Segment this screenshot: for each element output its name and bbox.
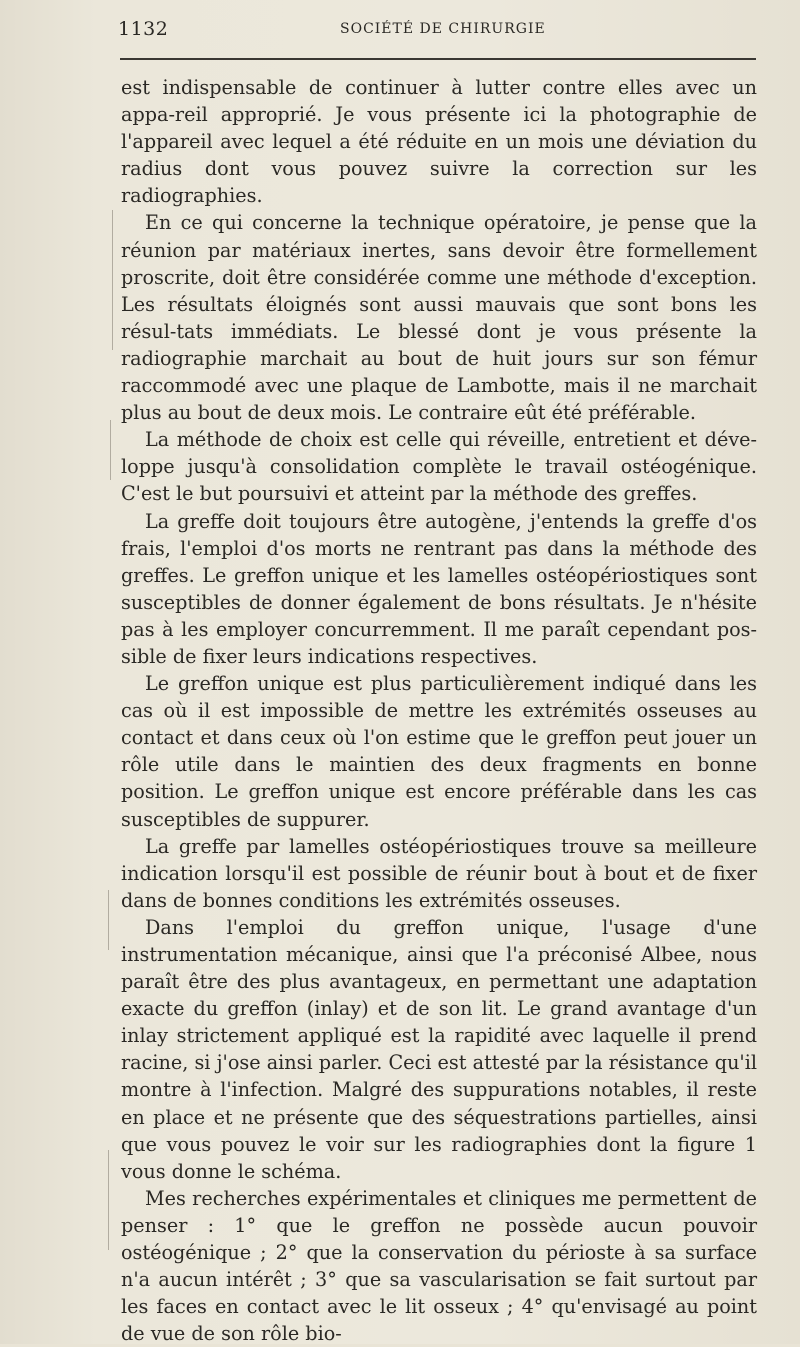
page-number: 1132 <box>118 18 169 40</box>
page-header <box>118 18 758 44</box>
margin-pencil-mark <box>108 1150 109 1250</box>
margin-pencil-mark <box>110 420 111 480</box>
paragraph-4: La greffe doit toujours être autogène, j'entends la greffe d'os frais, l'emploi d'os morts ne rentrant pas dans la méthode des greffes. Le greffon unique et les lamelles ostéopériostiques sont susceptibles de donner également de bons résultats. Je n'hésite pas à les employer concurremment. Il me paraît cependant pos-sible de fixer leurs indications respectives. <box>121 509 757 668</box>
paragraph-3: La méthode de choix est celle qui réveille, entretient et déve-loppe jusqu'à consolidation complète le travail ostéogénique. C'est le but poursuivi et atteint par la méthode des greffes. <box>121 428 757 506</box>
header-rule <box>120 58 756 60</box>
paragraph-5: Le greffon unique est plus particulièrement indiqué dans les cas où il est impossible de mettre les extrémités osseuses au contact et dans ceux où l'on estime que le greffon peut jouer un rôle utile dans le maintien des deux fragments en bonne position. Le greffon unique est encore préférable dans les cas susceptibles de suppurer. <box>121 672 757 831</box>
running-head: SOCIÉTÉ DE CHIRURGIE <box>340 21 546 37</box>
paragraph-7: Dans l'emploi du greffon unique, l'usage d'une instrumentation mécanique, ainsi que l'a préconisé Albee, nous paraît être des plus avantageux, en permettant une adaptation exacte du greffon (inlay) et de son lit. Le grand avantage d'un inlay strictement appliqué est la rapidité avec laquelle il prend racine, si j'ose ainsi parler. Ceci est attesté par la résistance qu'il montre à l'infection. Malgré des suppurations notables, il reste en place et ne présente que des séquestrations partielles, ainsi que vous pouvez le voir sur les radiographies dont la figure 1 vous donne le schéma. <box>121 915 757 1183</box>
body-text <box>121 74 757 1347</box>
paragraph-2: En ce qui concerne la technique opératoire, je pense que la réunion par matériaux inertes, sans devoir être formellement proscrite, doit être considérée comme une méthode d'exception. Les résultats éloignés sont aussi mauvais que sont bons les résul-tats immédiats. Le blessé dont je vous présente la radiographie marchait au bout de huit jours sur son fémur raccommodé avec une plaque de Lambotte, mais il ne marchait plus au bout de deux mois. Le contraire eût été préférable. <box>121 211 757 425</box>
margin-pencil-mark <box>108 890 109 950</box>
margin-pencil-mark <box>112 210 113 350</box>
paragraph-6: La greffe par lamelles ostéopériostiques trouve sa meilleure indication lorsqu'il est possible de réunir bout à bout et de fixer dans de bonnes conditions les extrémités osseuses. <box>121 834 757 912</box>
paragraph-1: est indispensable de continuer à lutter contre elles avec un appa-reil approprié. Je vous présente ici la photographie de l'appareil avec lequel a été réduite en un mois une déviation du radius dont vous pouvez suivre la correction sur les radiographies. <box>121 76 757 208</box>
paragraph-8: Mes recherches expérimentales et cliniques me permettent de penser : 1° que le greffon ne possède aucun pouvoir ostéogénique ; 2° que la conservation du périoste à sa surface n'a aucun intérêt ; 3° que sa vascularisation se fait surtout par les faces en contact avec le lit osseux ; 4° qu'envisagé au point de vue de son rôle bio- <box>121 1186 757 1346</box>
